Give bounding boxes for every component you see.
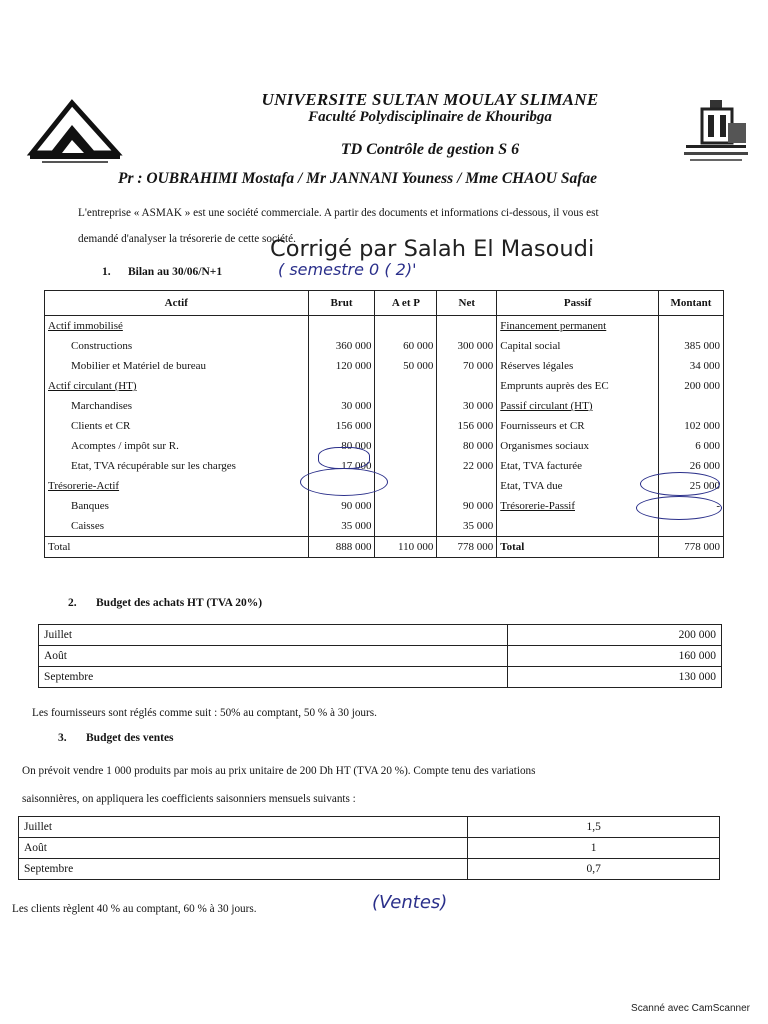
table-row: [45, 516, 724, 537]
actif-cell: Caisses: [45, 516, 309, 537]
montant-cell: 200 000: [659, 376, 724, 396]
actif-cell: Constructions: [45, 336, 309, 356]
actif-cell: Mobilier et Matériel de bureau: [45, 356, 309, 376]
pen-circle: [300, 468, 388, 496]
month-cell: Juillet: [19, 817, 468, 838]
month-cell: Août: [39, 646, 508, 667]
intro-line-1: L'entreprise « ASMAK » est une société commerciale. A partir des documents et informations ci-dessous, il vous est: [78, 207, 599, 219]
net-cell: 30 000: [437, 396, 497, 416]
header-brut: Brut: [308, 291, 375, 316]
passif-cell: Organismes sociaux: [497, 436, 659, 456]
montant-cell: 26 000: [659, 456, 724, 476]
passif-cell: Etat, TVA facturée: [497, 456, 659, 476]
month-cell: Juillet: [39, 625, 508, 646]
montant-cell: 385 000: [659, 336, 724, 356]
amount-cell: 160 000: [508, 646, 722, 667]
coefficient-cell: 1: [468, 838, 720, 859]
brut-cell: 35 000: [308, 516, 375, 537]
net-cell: 90 000: [437, 496, 497, 516]
passif-cell: Réserves légales: [497, 356, 659, 376]
montant-cell: [659, 396, 724, 416]
brut-cell: 30 000: [308, 396, 375, 416]
bilan-table: [44, 290, 724, 558]
table-row: [19, 838, 720, 859]
course-title: TD Contrôle de gestion S 6: [340, 141, 520, 158]
net-cell: 300 000: [437, 336, 497, 356]
table-row: [39, 646, 722, 667]
table-row: [45, 416, 724, 436]
montant-cell: 6 000: [659, 436, 724, 456]
amort-cell: [375, 376, 437, 396]
sales-handwritten-note: (Ventes): [372, 892, 448, 913]
passif-cell: Trésorerie-Passif: [497, 496, 659, 516]
amount-cell: 200 000: [508, 625, 722, 646]
brut-cell: 90 000: [308, 496, 375, 516]
bilan-total-row: [45, 537, 724, 558]
actif-cell: Marchandises: [45, 396, 309, 416]
brut-cell: 17 000: [308, 456, 375, 476]
section-2-title: Budget des achats HT (TVA 20%): [96, 597, 263, 609]
section-1-title: Bilan au 30/06/N+1: [128, 266, 223, 278]
table-row: [45, 336, 724, 356]
net-cell: 156 000: [437, 416, 497, 436]
header-actif: Actif: [45, 291, 309, 316]
passif-cell: [497, 516, 659, 537]
table-row: [39, 667, 722, 688]
amort-cell: 50 000: [375, 356, 437, 376]
intro-line-2: demandé d'analyser la trésorerie de cette société.: [78, 233, 296, 245]
section-2-number: 2.: [68, 597, 77, 609]
section-1-number: 1.: [102, 266, 111, 278]
coefficient-cell: 0,7: [468, 859, 720, 880]
total-passif-label: Total: [497, 537, 659, 558]
montant-cell: 25 000: [659, 476, 724, 496]
actif-cell: Trésorerie-Actif: [45, 476, 309, 496]
table-row: [19, 817, 720, 838]
passif-cell: Passif circulant (HT): [497, 396, 659, 416]
scanner-footer: Scanné avec CamScanner: [631, 1003, 750, 1014]
clients-note: Les clients règlent 40 % au comptant, 60 % à 30 jours.: [12, 903, 257, 915]
header-passif: Passif: [497, 291, 659, 316]
total-net: 778 000: [437, 537, 497, 558]
actif-cell: Actif circulant (HT): [45, 376, 309, 396]
section-1-handwritten-note: ( semestre 0 ( 2)': [278, 260, 417, 279]
total-amort: 110 000: [375, 537, 437, 558]
section-3-number: 3.: [58, 732, 67, 744]
amort-cell: [375, 456, 437, 476]
month-cell: Septembre: [19, 859, 468, 880]
pen-circle: [636, 496, 722, 520]
passif-cell: Financement permanent: [497, 316, 659, 337]
brut-cell: [308, 316, 375, 337]
net-cell: 70 000: [437, 356, 497, 376]
purchases-table: [38, 624, 722, 688]
actif-cell: Banques: [45, 496, 309, 516]
amount-cell: 130 000: [508, 667, 722, 688]
amort-cell: [375, 416, 437, 436]
month-cell: Septembre: [39, 667, 508, 688]
header-a-et-p: A et P: [375, 291, 437, 316]
table-row: [45, 456, 724, 476]
bilan-header-row: [45, 291, 724, 316]
total-brut: 888 000: [308, 537, 375, 558]
net-cell: [437, 476, 497, 496]
faculty-name: Faculté Polydisciplinaire de Khouribga: [308, 109, 552, 125]
passif-cell: Etat, TVA due: [497, 476, 659, 496]
section-3-title: Budget des ventes: [86, 732, 174, 744]
montant-cell: [659, 316, 724, 337]
total-label: Total: [45, 537, 309, 558]
table-row: [19, 859, 720, 880]
total-montant: 778 000: [659, 537, 724, 558]
sales-text-2: saisonnières, on appliquera les coefficients saisonniers mensuels suivants :: [22, 793, 356, 805]
amort-cell: [375, 316, 437, 337]
actif-cell: Etat, TVA récupérable sur les charges: [45, 456, 309, 476]
brut-cell: 156 000: [308, 416, 375, 436]
amort-cell: [375, 436, 437, 456]
net-cell: 35 000: [437, 516, 497, 537]
brut-cell: 80 000: [308, 436, 375, 456]
table-row: [45, 316, 724, 337]
coefficient-cell: 1,5: [468, 817, 720, 838]
passif-cell: Fournisseurs et CR: [497, 416, 659, 436]
header-montant: Montant: [659, 291, 724, 316]
university-logo: [22, 95, 132, 165]
pen-circle: [318, 447, 370, 469]
seasonal-coefficients-table: [18, 816, 720, 880]
passif-cell: Capital social: [497, 336, 659, 356]
brut-cell: 120 000: [308, 356, 375, 376]
montant-cell: 102 000: [659, 416, 724, 436]
amort-cell: [375, 396, 437, 416]
brut-cell: 360 000: [308, 336, 375, 356]
amort-cell: [375, 496, 437, 516]
net-cell: 80 000: [437, 436, 497, 456]
table-row: [39, 625, 722, 646]
montant-cell: 34 000: [659, 356, 724, 376]
table-row: [45, 356, 724, 376]
month-cell: Août: [19, 838, 468, 859]
amort-cell: 60 000: [375, 336, 437, 356]
actif-cell: Actif immobilisé: [45, 316, 309, 337]
professors-line: Pr : OUBRAHIMI Mostafa / Mr JANNANI Youness / Mme CHAOU Safae: [118, 170, 597, 187]
actif-cell: Clients et CR: [45, 416, 309, 436]
table-row: [45, 436, 724, 456]
actif-cell: Acomptes / impôt sur R.: [45, 436, 309, 456]
table-row: [45, 496, 724, 516]
university-name: UNIVERSITE SULTAN MOULAY SLIMANE: [261, 90, 599, 109]
suppliers-note: Les fournisseurs sont réglés comme suit : 50% au comptant, 50 % à 30 jours.: [32, 707, 377, 719]
net-cell: [437, 376, 497, 396]
table-row: [45, 376, 724, 396]
net-cell: 22 000: [437, 456, 497, 476]
brut-cell: [308, 376, 375, 396]
net-cell: [437, 316, 497, 337]
watermark: Corrigé par Salah El Masoudi: [270, 236, 595, 262]
header-net: Net: [437, 291, 497, 316]
pen-circle: [640, 472, 720, 496]
amort-cell: [375, 516, 437, 537]
passif-cell: Emprunts auprès des EC: [497, 376, 659, 396]
montant-cell: -: [659, 496, 724, 516]
table-row: [45, 396, 724, 416]
sales-text-1: On prévoit vendre 1 000 produits par mois au prix unitaire de 200 Dh HT (TVA 20 %). Compte tenu des variations: [22, 765, 536, 777]
